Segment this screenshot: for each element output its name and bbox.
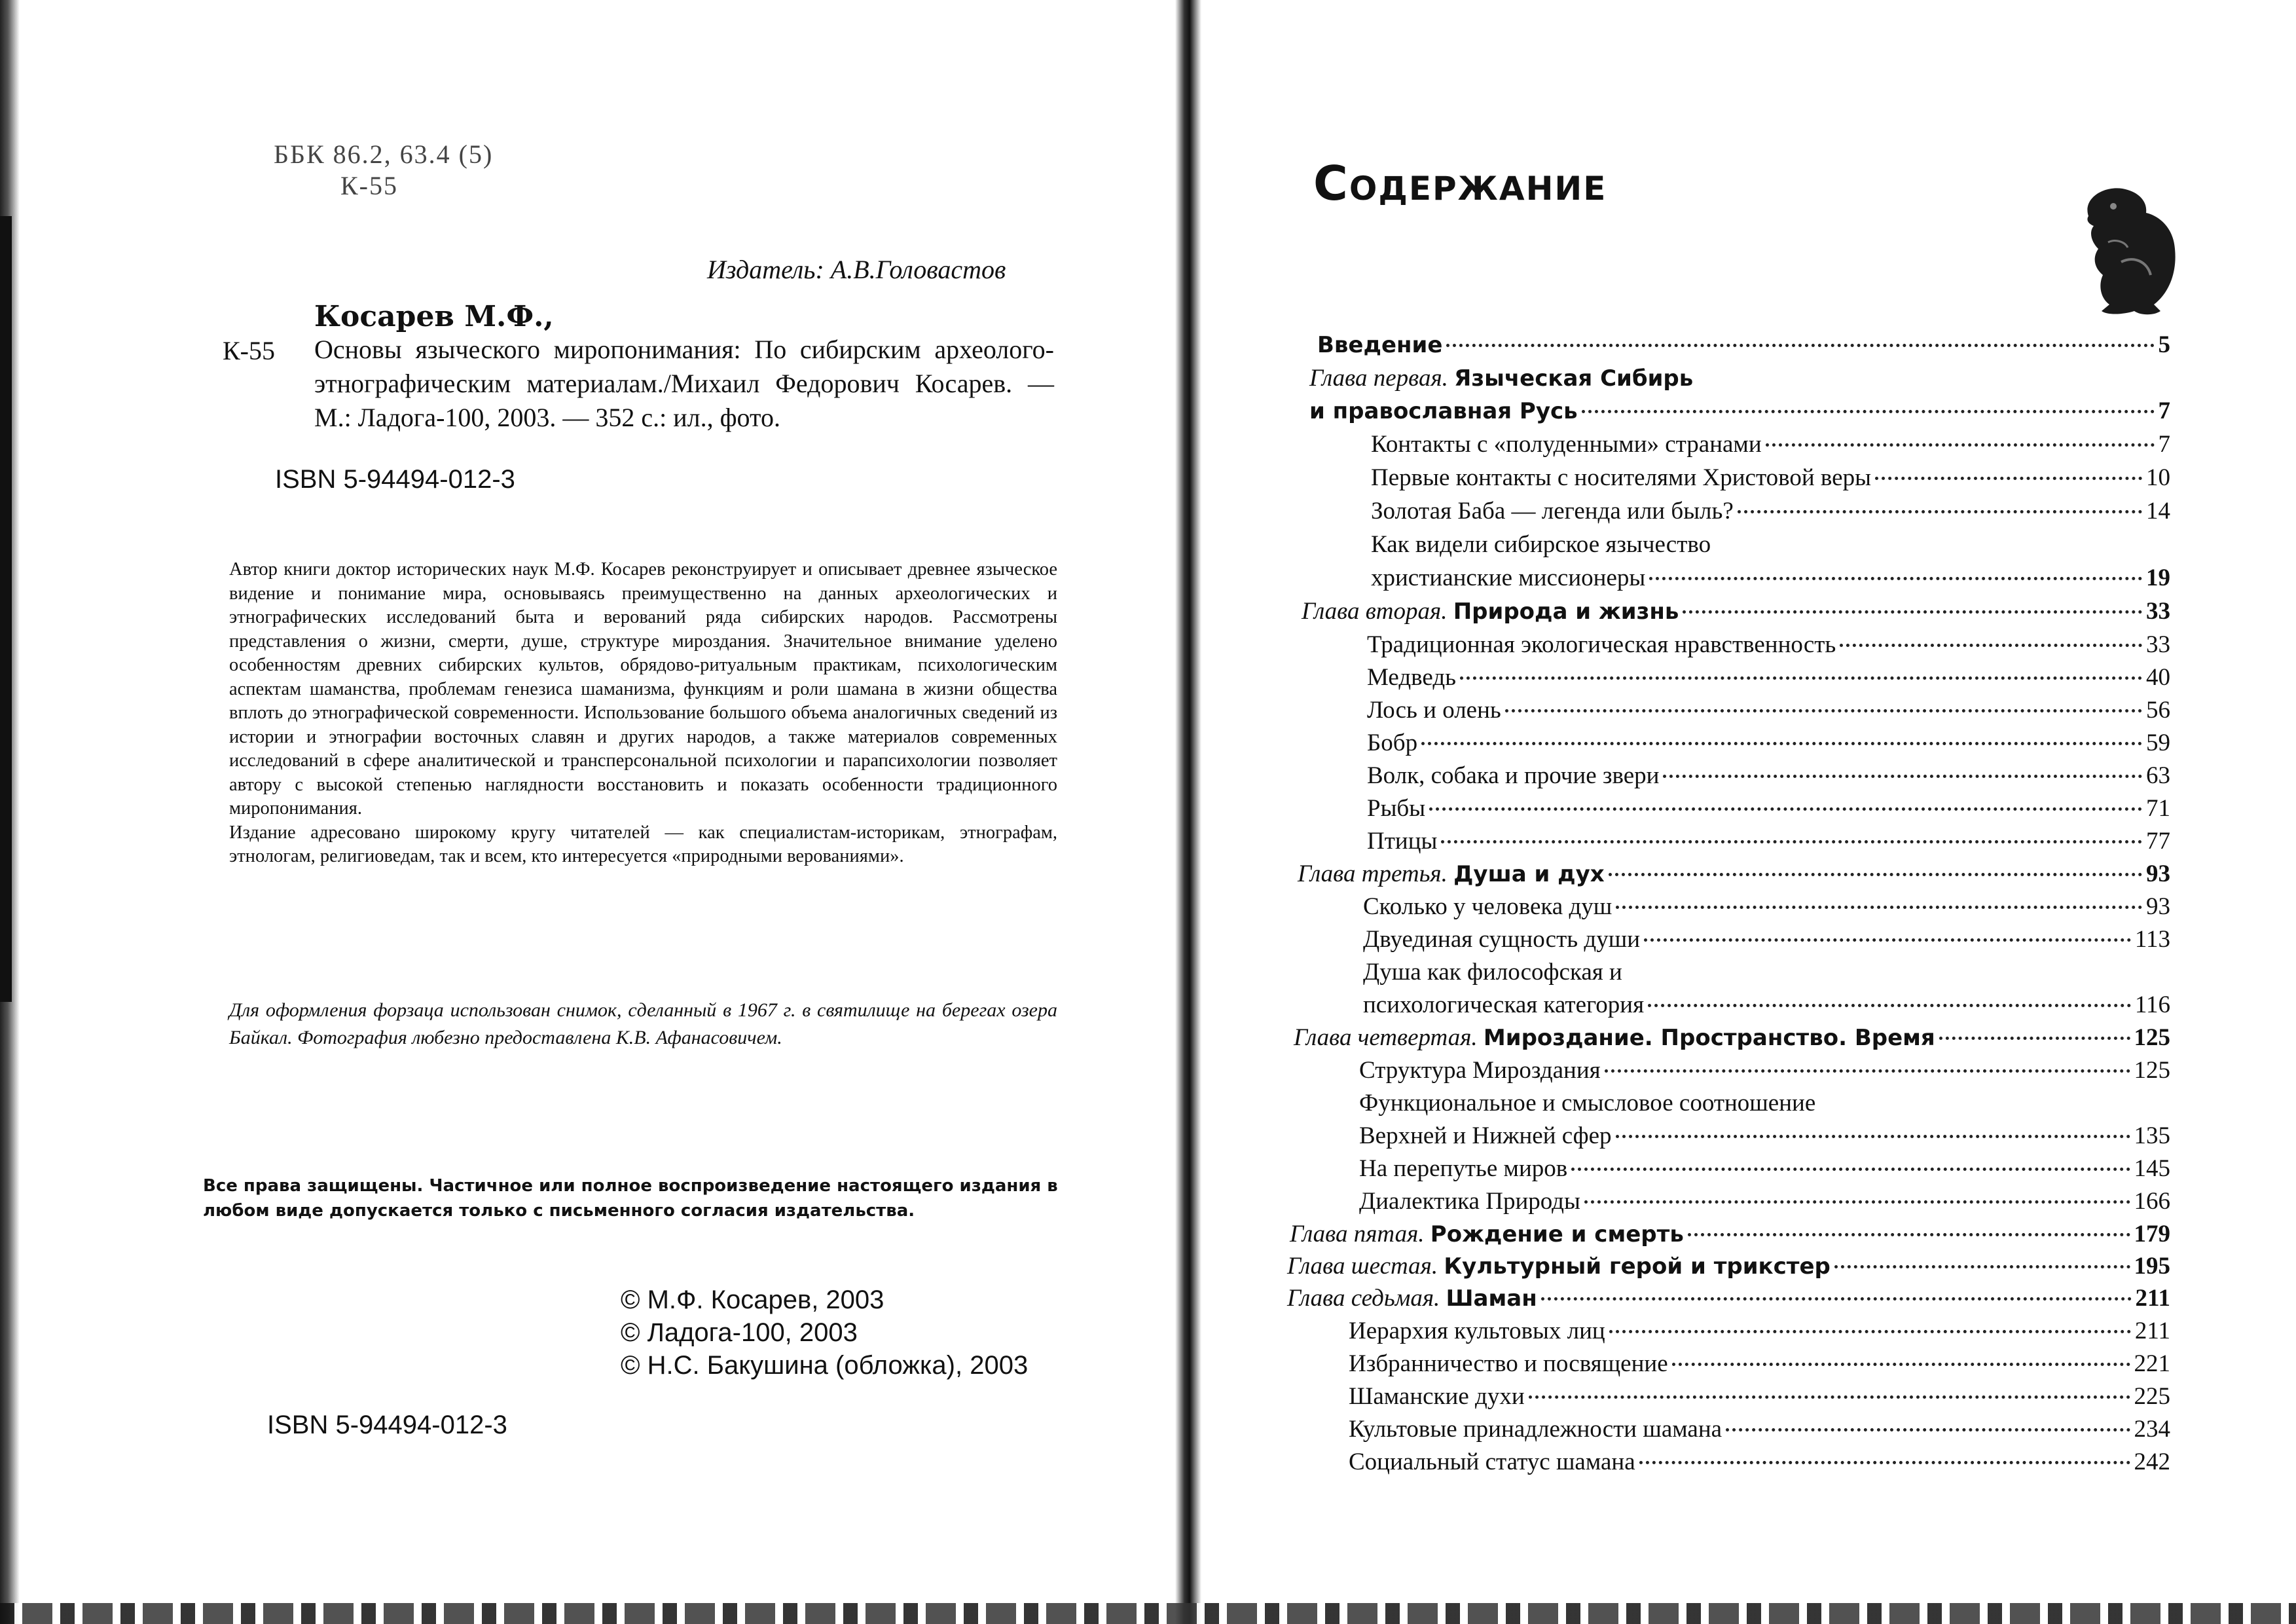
toc-entry[interactable]	[1349, 1382, 2170, 1415]
chapter-prefix: Глава шестая.	[1287, 1253, 1438, 1280]
chapter-prefix: Глава седьмая.	[1287, 1285, 1440, 1312]
toc-label: Верхней и Нижней сфер	[1359, 1122, 1612, 1149]
toc-leader	[1609, 1330, 2131, 1333]
toc-label: христианские миссионеры	[1371, 564, 1646, 591]
toc-page: 242	[2134, 1449, 2170, 1475]
chapter-title: Языческая Сибирь	[1454, 365, 1694, 392]
toc-leader	[1584, 1200, 2130, 1204]
chapter-title: и православная Русь	[1309, 398, 1578, 424]
toc-label: Введение	[1317, 332, 1443, 358]
chapter-prefix: Глава третья.	[1298, 860, 1448, 887]
toc-page: 56	[2146, 697, 2170, 724]
toc-leader	[1644, 938, 2131, 942]
toc-label: Лось и олень	[1367, 697, 1501, 724]
toc-entry[interactable]	[1363, 991, 2170, 1024]
toc-label: Шаманские духи	[1349, 1383, 1525, 1410]
toc-entry[interactable]	[1367, 696, 2170, 729]
toc-entry-chapter-6[interactable]	[1287, 1252, 2170, 1285]
toc-label	[1290, 1220, 1684, 1248]
abstract-paragraph-1: Автор книги доктор исторических наук М.Ф. Косарев реконструирует и описывает древнее языческое видение и понимание мира, основываясь преимущественно на данных археологических и этнографических исследований быта и верований ряда сибирских народов. Рассмотрены представления о жизни, смерти, душе, структуре мироздания. Значительное внимание уделено особенностям древних сибирских культов, обрядово-ритуальным практикам, психологическим аспектам шаманства, проблемам генезиса шаманизма, функциям и роли шамана в жизни общества вплоть до этнографической современности. Использование большого объема аналогичных сведений из истории и этнографии восточных славян и других народов, а также материалов современных исследований в сфере аналитической и трансперсональной психологии и парапсихологии позволяет автору с высокой степенью наглядности восстановить и показать особенности традиционного миропонимания.	[229, 559, 1057, 819]
toc-leader	[1616, 1135, 2130, 1138]
toc-entry-chapter-1[interactable]	[1309, 397, 2170, 430]
toc-page: 77	[2146, 828, 2170, 855]
toc-page: 33	[2146, 598, 2170, 625]
toc-label: Диалектика Природы	[1359, 1188, 1580, 1215]
toc-page: 116	[2134, 991, 2170, 1018]
toc-page: 59	[2146, 729, 2170, 756]
copyright-line: © М.Ф. Косарев, 2003	[621, 1285, 884, 1314]
toc-leader	[1648, 1004, 2131, 1007]
toc-page: 14	[2146, 498, 2170, 525]
toc-entry[interactable]	[1367, 729, 2170, 762]
bbk-code: К-55	[340, 171, 398, 200]
toc-page: 113	[2134, 926, 2170, 953]
chapter-title: Рождение и смерть	[1430, 1221, 1684, 1247]
toc-label: Структура Мироздания	[1359, 1057, 1601, 1084]
copyright-line: © Ладога-100, 2003	[621, 1318, 858, 1347]
toc-page: 234	[2134, 1416, 2170, 1443]
toc-entry[interactable]	[1363, 925, 2170, 958]
bibliographic-description: Основы языческого миропонимания: По сибирским археолого-этнографическим материалам./Михаил Федорович Косарев. — М.: Ладога-100, 2003. — 352 с.: ил., фото.	[314, 335, 1054, 432]
toc-leader	[1446, 344, 2154, 347]
toc-page: 125	[2134, 1024, 2170, 1051]
toc-entry[interactable]	[1371, 564, 2170, 597]
toc-label: Рыбы	[1367, 795, 1426, 822]
toc-label: Птицы	[1367, 828, 1438, 855]
toc-label	[1302, 597, 1679, 625]
toc-leader	[1672, 1363, 2130, 1366]
toc-label	[1298, 860, 1605, 888]
toc-leader	[1460, 676, 2142, 680]
rights-notice: Все права защищены. Частичное или полное воспроизведение настоящего издания в любом виде допускается только с письменного согласия издательства.	[203, 1176, 1058, 1221]
chapter-prefix: Глава первая.	[1309, 365, 1448, 392]
toc-leader	[1541, 1297, 2132, 1301]
toc-entry[interactable]	[1359, 1056, 2170, 1089]
toc-label: Культовые принадлежности шамана	[1349, 1416, 1722, 1443]
toc-page: 19	[2146, 564, 2170, 591]
abstract-paragraph-2: Издание адресовано широкому кругу читателей — как специалистам-историкам, этнографам, этнологам, религиоведам, так и всем, кто интересуется «природными верованиями».	[229, 822, 1057, 866]
chapter-prefix: Глава четвертая.	[1294, 1024, 1478, 1051]
toc-entry[interactable]	[1359, 1187, 2170, 1220]
toc-label: На перепутье миров	[1359, 1155, 1568, 1182]
toc-entry-chapter-5[interactable]	[1290, 1220, 2170, 1253]
toc-page: 93	[2146, 860, 2170, 887]
toc-entry[interactable]	[1367, 827, 2170, 860]
toc-page: 166	[2134, 1188, 2170, 1215]
toc-leader	[1834, 1265, 2130, 1268]
toc-entry-chapter-7[interactable]	[1287, 1284, 2170, 1317]
toc-entry-chapter-4[interactable]	[1294, 1024, 2170, 1056]
toc-page: 225	[2134, 1383, 2170, 1410]
publisher-line: Издатель: А.В.Головастов	[707, 255, 1006, 284]
toc-entry[interactable]	[1359, 1122, 2170, 1154]
toc-entry-line: Как видели сибирское язычество	[1371, 531, 1711, 558]
toc-label: Бобр	[1367, 729, 1418, 756]
toc-label	[1287, 1284, 1537, 1312]
toc-entry[interactable]	[1371, 497, 2170, 530]
toc-entry[interactable]	[1367, 762, 2170, 794]
toc-leader	[1726, 1428, 2130, 1431]
toc-page: 221	[2134, 1350, 2170, 1377]
author-heading: Косарев М.Ф.,	[314, 300, 554, 333]
isbn-top: ISBN 5-94494-012-3	[275, 465, 515, 494]
toc-leader	[1663, 775, 2142, 778]
toc-leader	[1688, 1233, 2130, 1236]
toc-page: 63	[2146, 762, 2170, 789]
toc-label: Традиционная экологическая нравственность	[1367, 631, 1836, 658]
toc-leader	[1738, 510, 2142, 513]
toc-page: 211	[2134, 1318, 2170, 1344]
scan-bottom-noise	[0, 1603, 2296, 1624]
toc-page: 5	[2158, 331, 2170, 358]
toc-label: Избранничество и посвящение	[1349, 1350, 1668, 1377]
toc-leader	[1421, 742, 2142, 745]
toc-entry[interactable]	[1349, 1415, 2170, 1448]
toc-leader	[1639, 1461, 2130, 1464]
toc-leader	[1571, 1168, 2130, 1171]
abstract	[229, 558, 1057, 869]
chapter-title: Душа и дух	[1453, 861, 1605, 887]
toc-label	[1294, 1024, 1935, 1052]
toc-label: Волк, собака и прочие звери	[1367, 762, 1660, 789]
toc-chapter-1-heading	[1309, 364, 1693, 392]
photo-note: Для оформления форзаца использован снимок, сделанный в 1967 г. в святилище на берегах озера Байкал. Фотография любезно предоставлена К.В. Афанасовичем.	[229, 999, 1057, 1048]
toc-entry[interactable]	[1349, 1317, 2170, 1350]
copyright-line: © Н.С. Бакушина (обложка), 2003	[621, 1351, 1029, 1380]
toc-entry[interactable]	[1349, 1350, 2170, 1382]
toc-leader	[1529, 1395, 2130, 1399]
copyright-block	[621, 1283, 1028, 1382]
scan-edge-bar	[0, 216, 12, 1002]
toc-label: Медведь	[1367, 664, 1457, 691]
toc-leader	[1939, 1037, 2130, 1040]
toc-entry[interactable]	[1367, 663, 2170, 696]
toc-leader	[1875, 477, 2142, 480]
toc-label: Золотая Баба — легенда или быль?	[1371, 498, 1734, 525]
toc-page: 195	[2134, 1253, 2170, 1280]
toc-page: 211	[2135, 1285, 2170, 1312]
toc-page: 93	[2146, 893, 2170, 920]
toc-page: 135	[2134, 1122, 2170, 1149]
toc-page: 10	[2146, 464, 2170, 491]
toc-leader	[1840, 644, 2142, 647]
toc-page: 71	[2146, 795, 2170, 822]
toc-entry[interactable]	[1371, 430, 2170, 463]
toc-label: психологическая категория	[1363, 991, 1645, 1018]
chapter-title: Шаман	[1446, 1285, 1537, 1312]
catalog-code: К-55	[223, 336, 275, 365]
toc-leader	[1766, 443, 2155, 447]
monkey-figurine-icon	[2062, 177, 2193, 321]
toc-label: Двуединая сущность души	[1363, 926, 1640, 953]
bbk-index: ББК 86.2, 63.4 (5)	[274, 139, 494, 169]
chapter-prefix: Глава вторая.	[1302, 598, 1448, 625]
chapter-title: Мироздание. Пространство. Время	[1483, 1025, 1935, 1051]
toc-entry-chapter-3[interactable]	[1298, 860, 2170, 893]
toc-leader	[1683, 610, 2142, 614]
toc-entry[interactable]	[1367, 631, 2170, 663]
chapter-prefix: Глава пятая.	[1290, 1221, 1425, 1247]
toc-entry[interactable]	[1367, 794, 2170, 827]
chapter-title: Природа и жизнь	[1453, 599, 1679, 625]
toc-leader	[1505, 709, 2142, 712]
toc-entry-intro[interactable]	[1317, 331, 2170, 363]
toc-label: Социальный статус шамана	[1349, 1449, 1635, 1475]
toc-label: Сколько у человека душ	[1363, 893, 1613, 920]
toc-entry-chapter-2[interactable]	[1302, 597, 2170, 630]
toc-page: 7	[2158, 397, 2170, 424]
toc-entry[interactable]	[1349, 1448, 2170, 1481]
toc-page: 7	[2158, 431, 2170, 458]
page-title: Содержание	[1313, 156, 1607, 211]
toc-leader	[1582, 410, 2155, 413]
chapter-title: Культурный герой и трикстер	[1444, 1253, 1831, 1280]
toc-leader	[1609, 873, 2142, 876]
toc-leader	[1649, 577, 2142, 580]
toc-entry[interactable]	[1363, 893, 2170, 925]
toc-entry-line: Функциональное и смысловое соотношение	[1359, 1090, 1816, 1116]
toc-page: 40	[2146, 664, 2170, 691]
toc-leader	[1616, 906, 2142, 909]
toc-entry[interactable]	[1359, 1154, 2170, 1187]
toc-label: Первые контакты с носителями Христовой веры	[1371, 464, 1871, 491]
toc-label: Контакты с «полуденными» странами	[1371, 431, 1762, 458]
toc-label: Иерархия культовых лиц	[1349, 1318, 1605, 1344]
toc-leader	[1605, 1069, 2130, 1073]
toc-entry-line: Душа как философская и	[1363, 959, 1622, 986]
toc-leader	[1441, 840, 2142, 843]
toc-entry[interactable]	[1371, 464, 2170, 496]
isbn-bottom: ISBN 5-94494-012-3	[267, 1411, 507, 1439]
toc-page: 179	[2134, 1221, 2170, 1247]
toc-label	[1287, 1252, 1831, 1280]
toc-page: 145	[2134, 1155, 2170, 1182]
toc-page: 33	[2146, 631, 2170, 658]
book-gutter	[1175, 0, 1201, 1624]
toc-page: 125	[2134, 1057, 2170, 1084]
toc-leader	[1429, 807, 2142, 811]
